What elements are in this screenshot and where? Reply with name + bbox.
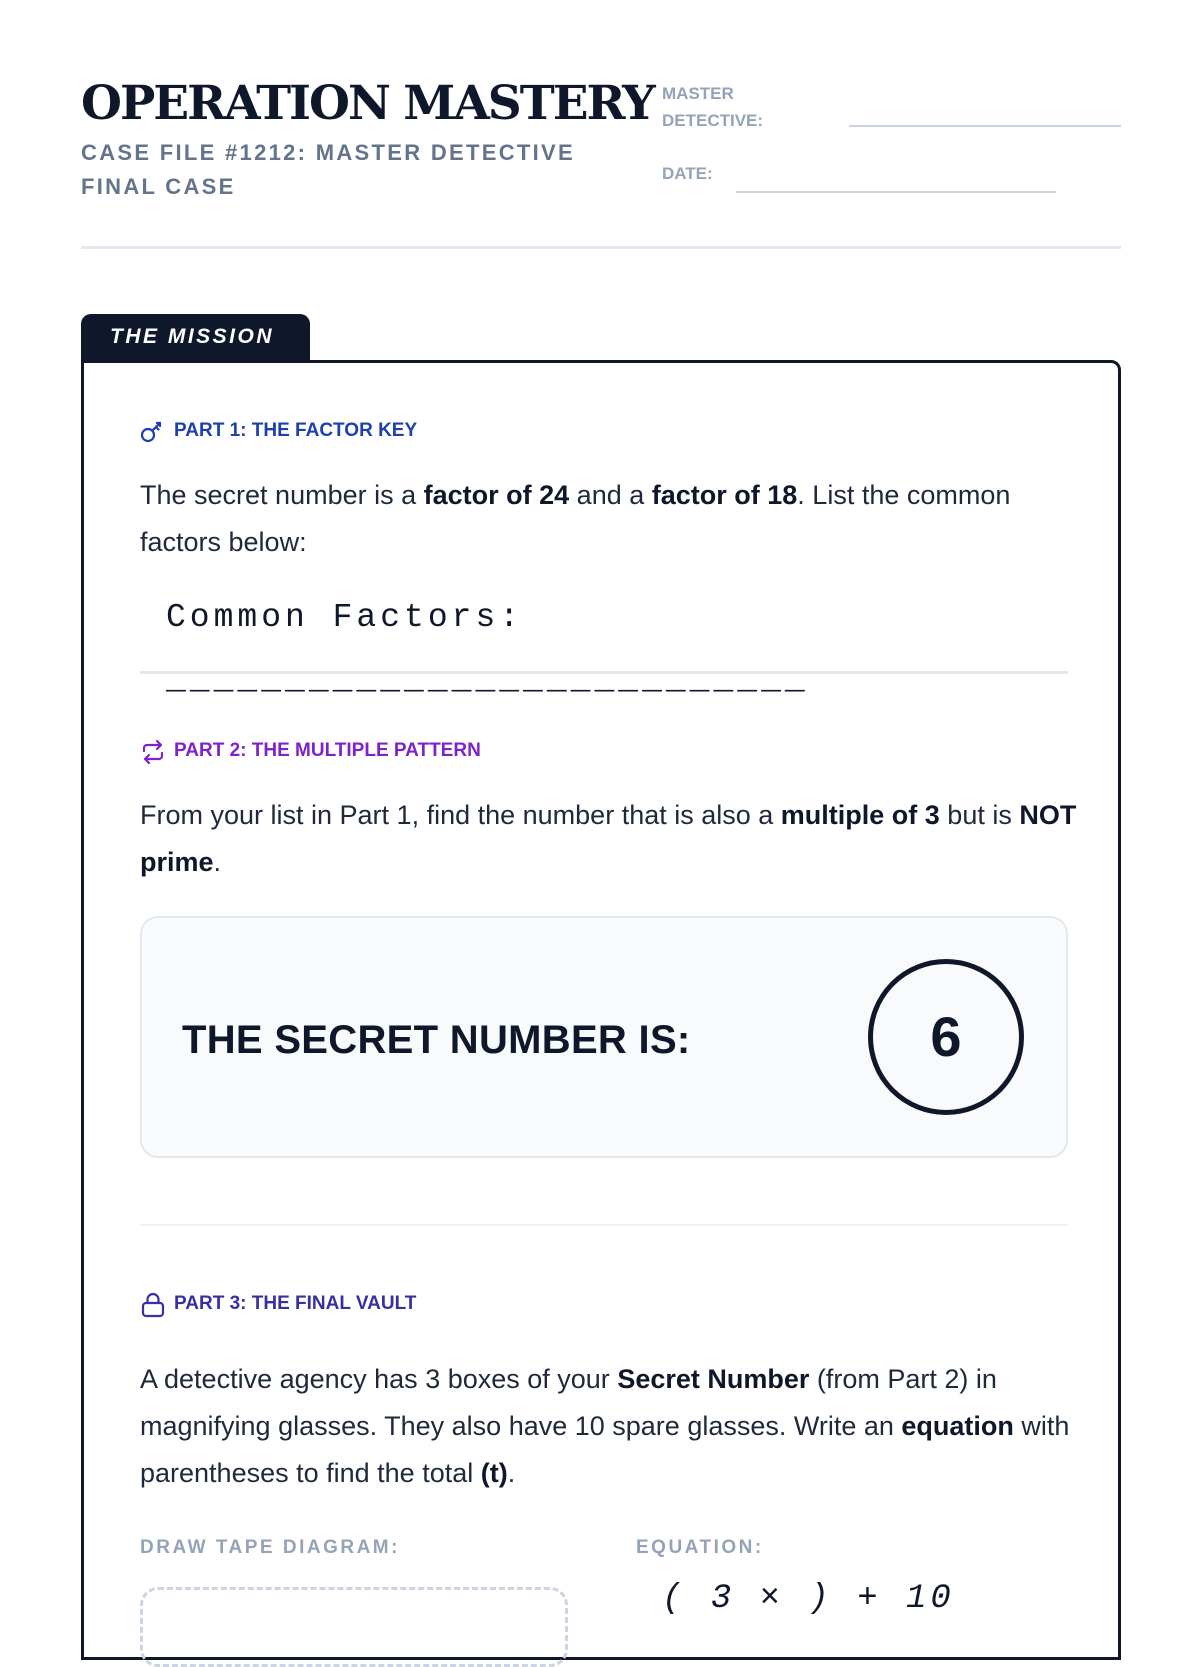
part2-bold-2: NOT prime (140, 800, 1077, 877)
part1-text-1: The secret number is a (140, 480, 424, 510)
part2-text-3: . (213, 847, 222, 877)
secret-number-box (140, 916, 1068, 1158)
lock-icon (140, 1292, 166, 1318)
part3-bold-1: Secret Number (617, 1364, 810, 1394)
secret-number-label: THE SECRET NUMBER IS: (182, 1018, 691, 1062)
part1-text-3: . List the common factors below: (140, 480, 1011, 557)
key-icon (140, 419, 166, 445)
equation-label: EQUATION: (636, 1537, 764, 1558)
part3-bold-2: equation (901, 1411, 1014, 1441)
part3-text-4: . (507, 1458, 516, 1488)
common-factors-answer-line[interactable]: Common Factors: ___________________________ (166, 599, 809, 698)
page-title: OPERATION MASTERY (81, 76, 654, 131)
tape-diagram-label: DRAW TAPE DIAGRAM: (140, 1537, 400, 1558)
part1-bold-1: factor of 24 (423, 480, 570, 510)
part1-text-2: and a (569, 480, 652, 510)
case-file-subtitle: CASE FILE #1212: MASTER DETECTIVE FINAL CASE (81, 140, 575, 199)
part1-divider (140, 671, 1068, 674)
date-label: DATE: (662, 164, 713, 183)
mission-box (81, 360, 1121, 1660)
part2-text-1: From your list in Part 1, find the number that is also a (140, 800, 781, 830)
repeat-icon (140, 739, 166, 765)
detective-label: MASTER DETECTIVE: (662, 84, 764, 130)
detective-name-line[interactable] (849, 125, 1121, 127)
part3-bold-3: (t) (480, 1458, 508, 1488)
part2-divider (140, 1224, 1068, 1226)
part2-text-2: but is (939, 800, 1020, 830)
equation-answer-line[interactable]: ( 3 × ) + 10 (662, 1580, 955, 1618)
part2-bold-1: multiple of 3 (780, 800, 940, 830)
date-line[interactable] (736, 191, 1056, 193)
part1-heading-label: PART 1: THE FACTOR KEY (174, 420, 418, 441)
part3-text-2: (from Part 2) in magnifying glasses. They also have 10 spare glasses. Write an (140, 1364, 997, 1441)
part1-instructions (140, 472, 1080, 566)
part3-heading-label: PART 3: THE FINAL VAULT (174, 1293, 417, 1314)
part3-instructions (140, 1356, 1090, 1497)
secret-number-circle[interactable]: 6 (868, 959, 1024, 1115)
part2-heading-label: PART 2: THE MULTIPLE PATTERN (174, 740, 481, 761)
part3-text-1: A detective agency has 3 boxes of your (140, 1364, 618, 1394)
tape-diagram-area[interactable] (140, 1587, 568, 1667)
part2-instructions (140, 792, 1080, 886)
mission-tab: THE MISSION (81, 314, 310, 366)
worksheet-header (81, 74, 1121, 249)
part3-text-3: with parentheses to find the total (140, 1411, 1070, 1488)
part1-bold-2: factor of 18 (651, 480, 798, 510)
